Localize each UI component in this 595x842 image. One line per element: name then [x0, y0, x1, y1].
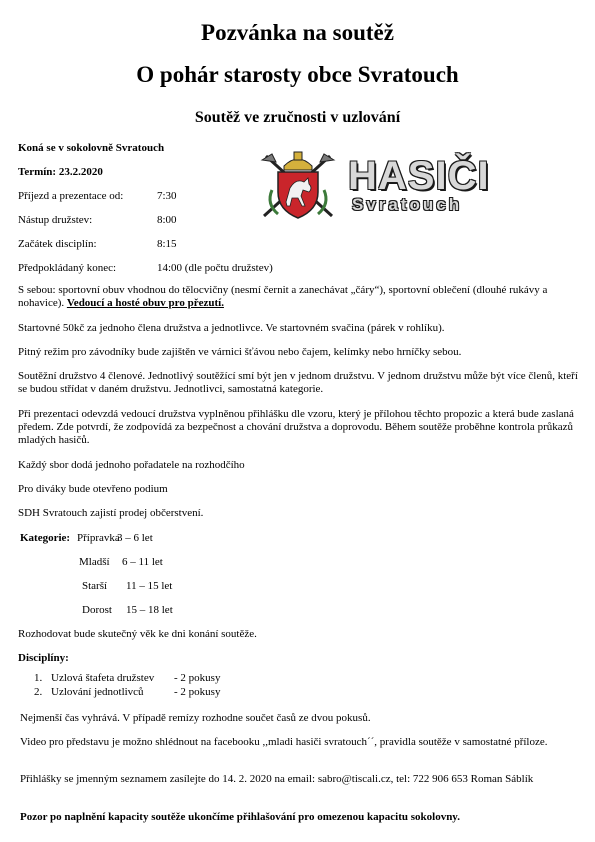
- schedule-value: 7:30: [157, 190, 177, 202]
- schedule-row: [18, 238, 578, 251]
- discipline-number: 1.: [34, 672, 43, 684]
- signup-paragraph: Přihlášky se jmenným seznamem zasílejte do 14. 2. 2020 na email: sabro@tiscali.cz, tel: 722 906 653 Roman Sáblík: [20, 773, 534, 785]
- discipline-tries: - 2 pokusy: [174, 686, 221, 698]
- shoes-bold-text: Vedoucí a hosté obuv pro přezutí.: [66, 297, 224, 309]
- category-row: [82, 580, 222, 593]
- category-age: 3 – 6 let: [117, 532, 153, 544]
- schedule-value: 14:00 (dle počtu družstev): [157, 262, 273, 274]
- discipline-row: [34, 672, 334, 685]
- category-name: Přípravka: [77, 532, 120, 544]
- hasici-logo: [258, 150, 498, 222]
- page-subtitle: O pohár starosty obce Svratouch: [136, 62, 459, 87]
- drink-paragraph: Pitný režim pro závodníky bude zajištěn ve várnici šťávou nebo čajem, kelímky nebo hrníčky sebou.: [18, 346, 462, 358]
- schedule-value: 8:15: [157, 238, 177, 250]
- schedule-value: 8:00: [157, 214, 177, 226]
- age-paragraph: Rozhodovat bude skutečný věk ke dni konání soutěže.: [18, 628, 257, 640]
- category-age: 6 – 11 let: [122, 556, 163, 568]
- fee-paragraph: Startovné 50kč za jednoho člena družstva a jednotlivce. Ve startovném svačina (párek v rohlíku).: [18, 322, 445, 334]
- schedule-row: [18, 262, 578, 275]
- winner-paragraph: Nejmenší čas vyhrává. V případě remízy rozhodne součet časů ze dvou pokusů.: [20, 712, 371, 724]
- shoes-paragraph: [18, 284, 578, 310]
- date-line: Termín: 23.2.2020: [18, 166, 103, 178]
- discipline-name: Uzlování jednotlivců: [51, 686, 144, 698]
- category-name: Starší: [82, 580, 108, 592]
- discipline-number: 2.: [34, 686, 43, 698]
- warning-paragraph: Pozor po naplnění kapacity soutěže ukončíme přihlašování pro omezenou kapacitu sokolovny.: [20, 811, 460, 823]
- venue-line: Koná se v sokolovně Svratouch: [18, 142, 165, 154]
- fire-brigade-emblem-icon: [258, 150, 338, 222]
- page-subheading: Soutěž ve zručnosti v uzlování: [194, 109, 401, 126]
- category-row: [79, 556, 219, 569]
- food-paragraph: SDH Svratouch zajistí prodej občerstvení.: [18, 507, 204, 519]
- teams-paragraph: Soutěžní družstvo 4 členové. Jednotlivý soutěžící smí být jen v jednom družstvu. V jednom družstvu může být více členů, kteří se budou střídat v daném družstvu. Jednotlivci, samostatná kategorie.: [18, 370, 578, 395]
- shoes-text: S sebou: sportovní obuv vhodnou do tělocvičny (nesmí černit a zanechávat „čáry“), sportovní oblečení (dlouhé rukávy a nohavice).: [18, 284, 548, 309]
- category-name: Mladší: [79, 556, 110, 568]
- registration-paragraph: Při prezentaci odevzdá vedoucí družstva vyplněnou přihlášku dle vzoru, který je přílohou těchto propozic a která bude zaslaná předem. Zde potvrdí, že zodpovídá za bezpečnost a chování družstva a doprovodu. Během soutěže proběhne kontrola průkazů mladých hasičů.: [18, 408, 574, 446]
- category-name: Dorost: [82, 604, 112, 616]
- video-paragraph: Video pro představu je možno shlédnout na facebooku ,,mladi hasiči svratouch´´, pravidla soutěže v samostatné příloze.: [20, 736, 548, 748]
- schedule-label: Začátek disciplín:: [18, 238, 97, 250]
- discipline-name: Uzlová štafeta družstev: [51, 672, 155, 684]
- disciplines-label: Disciplíny:: [18, 652, 69, 664]
- schedule-label: Předpokládaný konec:: [18, 262, 117, 274]
- category-row: [82, 604, 222, 617]
- schedule-label: Příjezd a prezentace od:: [18, 190, 124, 202]
- discipline-tries: - 2 pokusy: [174, 672, 221, 684]
- discipline-row: [34, 686, 334, 699]
- category-row: [77, 532, 217, 545]
- logo-line-2: Svratouch: [352, 195, 463, 214]
- categories-label: Kategorie:: [20, 532, 71, 544]
- judge-paragraph: Každý sbor dodá jednoho pořadatele na rozhodčího: [18, 459, 245, 471]
- category-age: 15 – 18 let: [126, 604, 173, 616]
- category-age: 11 – 15 let: [126, 580, 173, 592]
- schedule-label: Nástup družstev:: [18, 214, 93, 226]
- page-title: Pozvánka na soutěž: [201, 20, 394, 45]
- logo-line-1: HASIČI: [348, 154, 490, 198]
- podium-paragraph: Pro diváky bude otevřeno podium: [18, 483, 168, 495]
